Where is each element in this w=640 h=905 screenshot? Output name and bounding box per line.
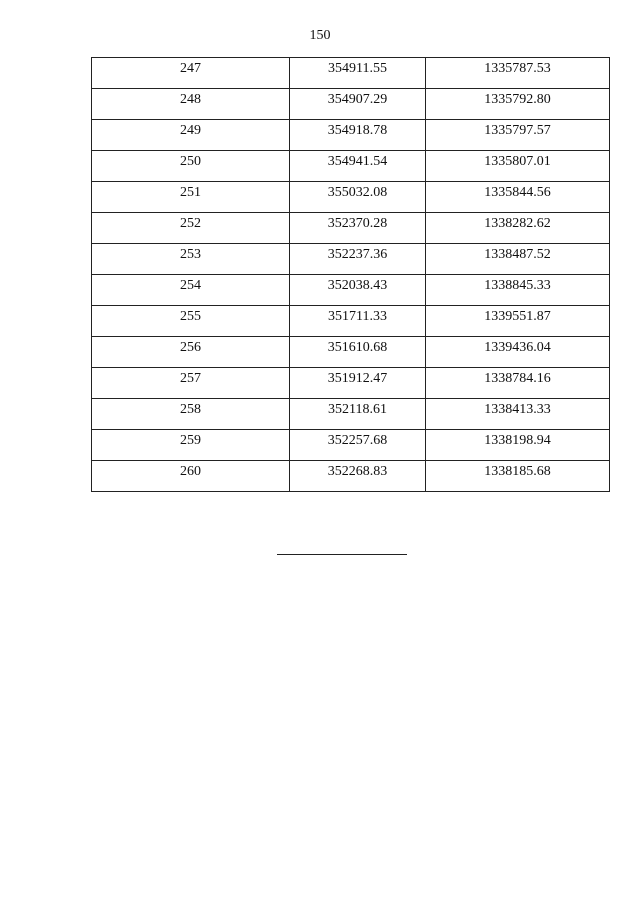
table-row [92, 399, 610, 430]
x-coordinate-cell: 352237.36 [290, 244, 426, 275]
y-coordinate-cell: 1335807.01 [426, 151, 610, 182]
table-row [92, 182, 610, 213]
y-coordinate-cell: 1339551.87 [426, 306, 610, 337]
x-coordinate-cell: 352370.28 [290, 213, 426, 244]
page-number: 150 [309, 28, 331, 43]
y-coordinate-cell: 1335792.80 [426, 89, 610, 120]
table-row [92, 244, 610, 275]
y-coordinate-cell: 1335787.53 [426, 58, 610, 89]
x-coordinate-cell: 354907.29 [290, 89, 426, 120]
x-coordinate-cell: 352257.68 [290, 430, 426, 461]
table-row [92, 151, 610, 182]
y-coordinate-cell: 1338784.16 [426, 368, 610, 399]
y-coordinate-cell: 1338282.62 [426, 213, 610, 244]
x-coordinate-cell: 352118.61 [290, 399, 426, 430]
table-row [92, 120, 610, 151]
table-row [92, 213, 610, 244]
table-row [92, 430, 610, 461]
x-coordinate-cell: 354911.55 [290, 58, 426, 89]
point-number-cell: 251 [92, 182, 290, 213]
table-row [92, 368, 610, 399]
x-coordinate-cell: 352268.83 [290, 461, 426, 492]
x-coordinate-cell: 351912.47 [290, 368, 426, 399]
coordinates-table [91, 57, 610, 492]
point-number-cell: 259 [92, 430, 290, 461]
point-number-cell: 250 [92, 151, 290, 182]
table-row [92, 306, 610, 337]
point-number-cell: 257 [92, 368, 290, 399]
table-row [92, 58, 610, 89]
x-coordinate-cell: 354941.54 [290, 151, 426, 182]
y-coordinate-cell: 1338198.94 [426, 430, 610, 461]
point-number-cell: 255 [92, 306, 290, 337]
x-coordinate-cell: 354918.78 [290, 120, 426, 151]
point-number-cell: 252 [92, 213, 290, 244]
y-coordinate-cell: 1338487.52 [426, 244, 610, 275]
end-of-document-rule [277, 554, 407, 555]
table-row [92, 89, 610, 120]
x-coordinate-cell: 352038.43 [290, 275, 426, 306]
point-number-cell: 258 [92, 399, 290, 430]
y-coordinate-cell: 1335844.56 [426, 182, 610, 213]
x-coordinate-cell: 355032.08 [290, 182, 426, 213]
y-coordinate-cell: 1338413.33 [426, 399, 610, 430]
point-number-cell: 256 [92, 337, 290, 368]
y-coordinate-cell: 1338845.33 [426, 275, 610, 306]
point-number-cell: 260 [92, 461, 290, 492]
table-row [92, 275, 610, 306]
point-number-cell: 253 [92, 244, 290, 275]
point-number-cell: 247 [92, 58, 290, 89]
y-coordinate-cell: 1338185.68 [426, 461, 610, 492]
table-row [92, 337, 610, 368]
y-coordinate-cell: 1339436.04 [426, 337, 610, 368]
x-coordinate-cell: 351711.33 [290, 306, 426, 337]
point-number-cell: 249 [92, 120, 290, 151]
point-number-cell: 254 [92, 275, 290, 306]
table-row [92, 461, 610, 492]
y-coordinate-cell: 1335797.57 [426, 120, 610, 151]
x-coordinate-cell: 351610.68 [290, 337, 426, 368]
point-number-cell: 248 [92, 89, 290, 120]
